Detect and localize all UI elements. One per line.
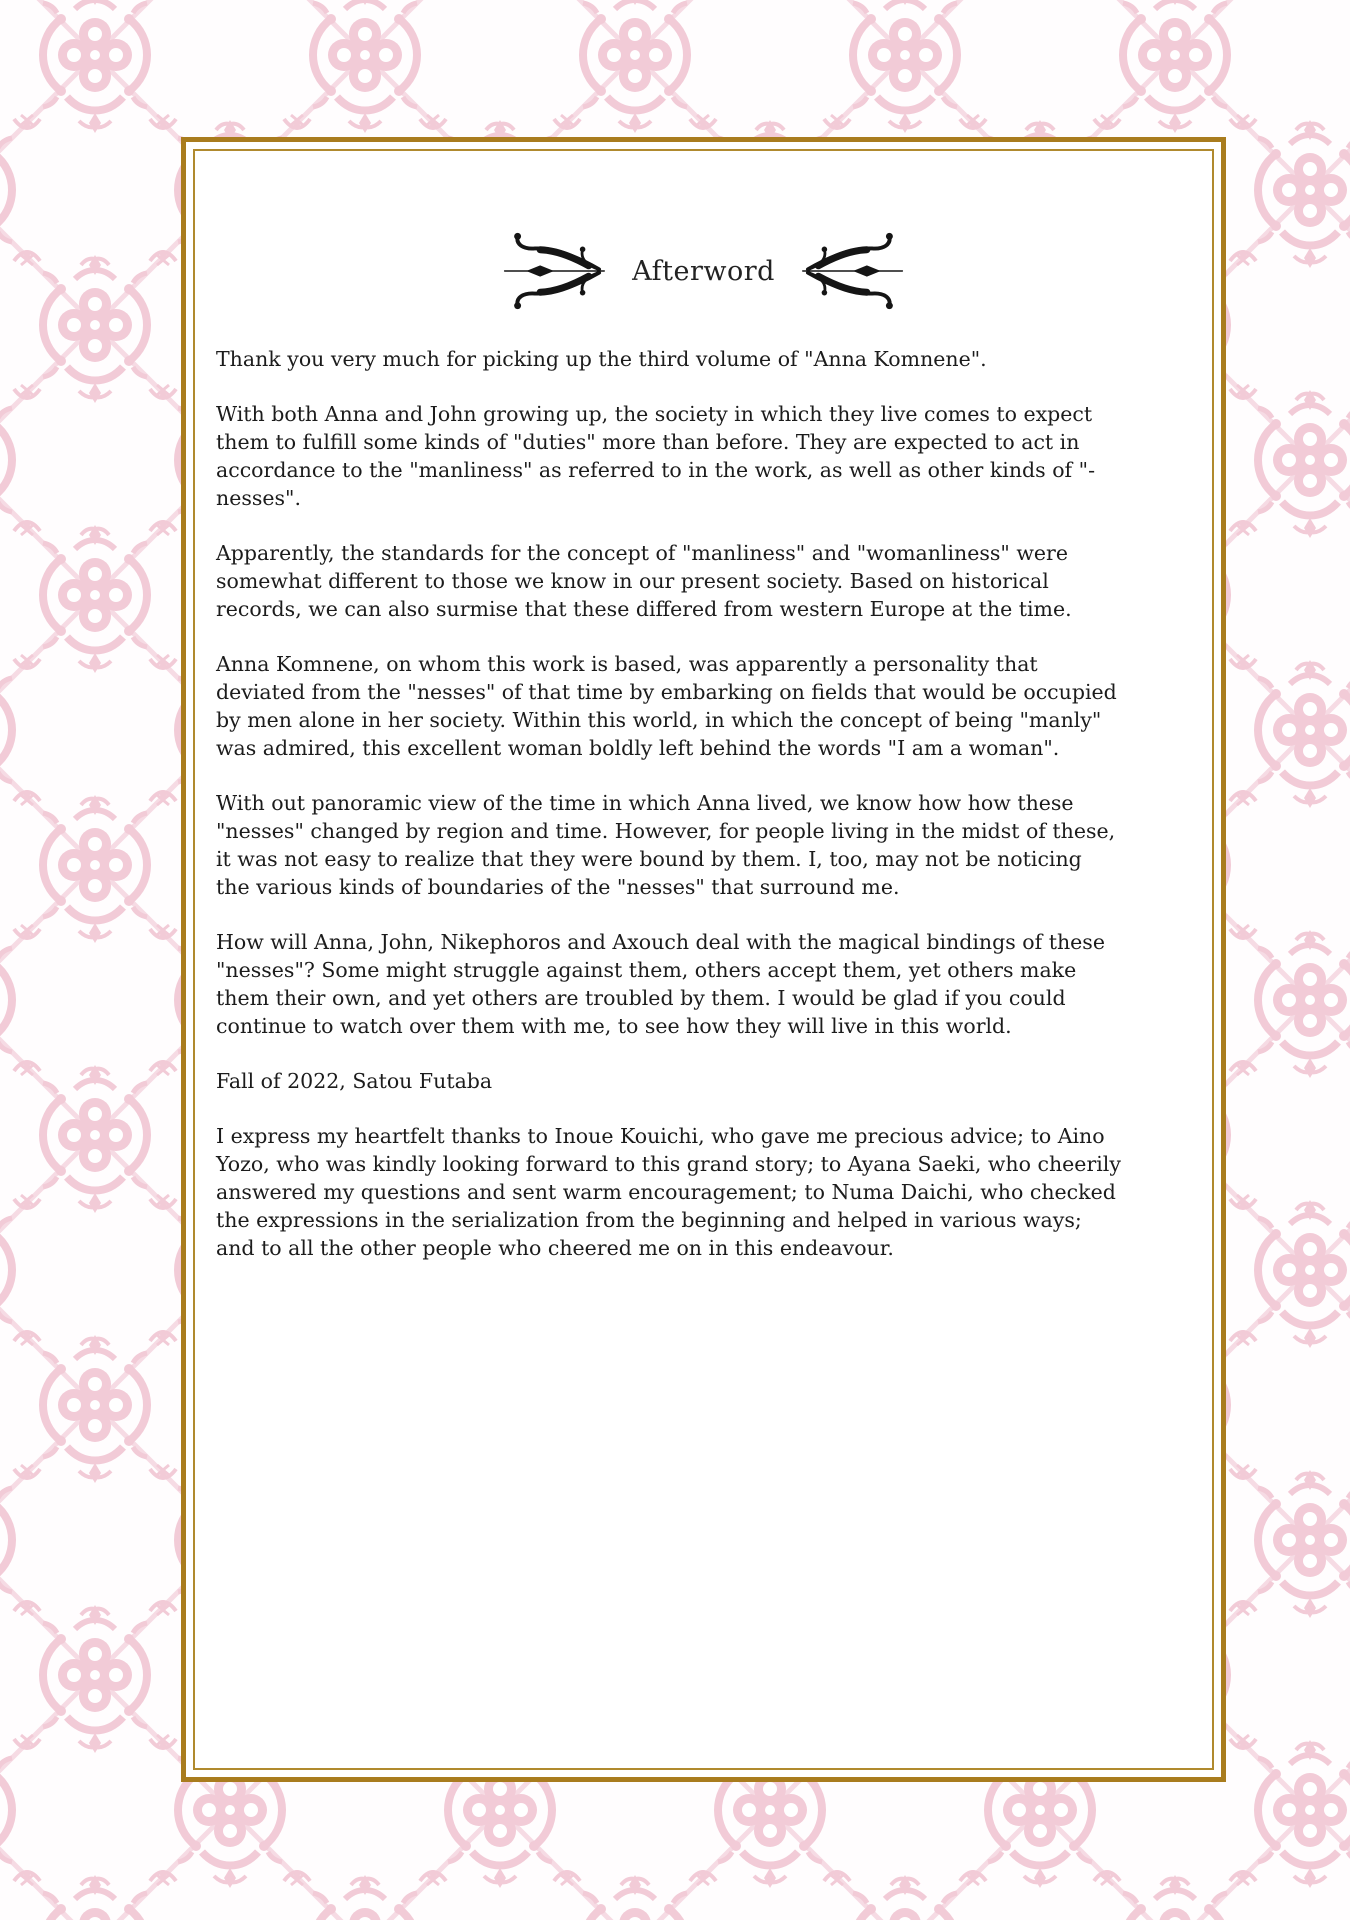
paragraph-thanks-for-picking-up: Thank you very much for picking up the third volume of "Anna Komnene".: [216, 347, 987, 371]
title-row: [188, 228, 1219, 314]
panel-content: [188, 144, 1219, 1775]
paragraph-how-will-they-deal: How will Anna, John, Nikephoros and Axouch deal with the magical bindings of these "nesses"? Some might struggle against them, others accept them, yet others make them their own, and yet others are troubled by them. I would be glad if you could continue to watch over them with me, to see how they will live in this world.: [216, 930, 1105, 1038]
paragraph-standards-of-manliness: Apparently, the standards for the concept of "manliness" and "womanliness" were somewhat different to those we know in our present society. Based on historical records, we can also surmise that these differed from western Europe at the time.: [216, 541, 1072, 621]
page-title: Afterword: [632, 255, 775, 287]
signature-line: Fall of 2022, Satou Futaba: [216, 1069, 493, 1093]
flourish-left-icon: [502, 229, 606, 313]
flourish-right-icon: [801, 229, 905, 313]
paragraph-anna-personality: Anna Komnene, on whom this work is based, was apparently a personality that deviated from the "nesses" of that time by embarking on fields that would be occupied by men alone in her society. Within this world, in which the concept of being "manly" was admired, this excellent woman boldly left behind the words "I am a woman".: [216, 652, 1117, 760]
afterword-text: [216, 345, 1219, 1262]
acknowledgements-paragraph: I express my heartfelt thanks to Inoue Kouichi, who gave me precious advice; to Aino Yozo, who was kindly looking forward to this grand story; to Ayana Saeki, who cheerily answered my questions and sent warm encouragement; to Numa Daichi, who checked the expressions in the serialization from the beginning and helped in various ways; and to all the other people who cheered me on in this endeavour.: [216, 1124, 1121, 1260]
paragraph-growing-up-duties: With both Anna and John growing up, the society in which they live comes to expect them to fulfill some kinds of "duties" more than before. They are expected to act in accordance to the "manliness" as referred to in the work, as well as other kinds of "-nesses".: [216, 402, 1095, 510]
afterword-panel: [181, 137, 1226, 1782]
paragraph-panoramic-view: With out panoramic view of the time in which Anna lived, we know how how these "nesses" changed by region and time. However, for people living in the midst of these, it was not easy to realize that they were bound by them. I, too, may not be noticing the various kinds of boundaries of the "nesses" that surround me.: [216, 791, 1116, 899]
